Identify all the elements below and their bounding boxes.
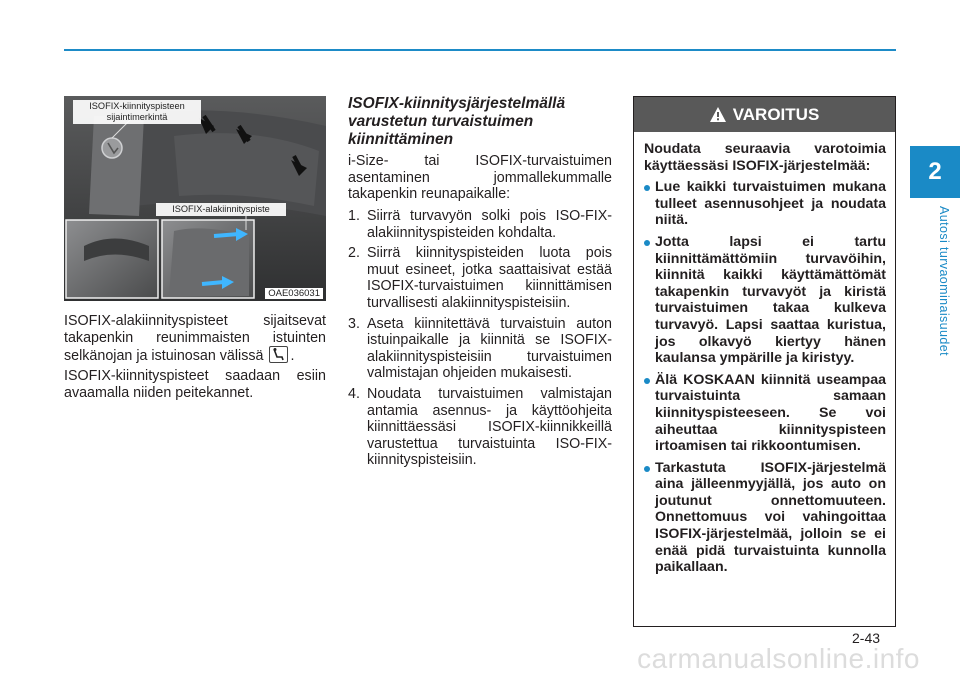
figure-callout-mark: ISOFIX-kiinnityspisteen sijaintimerkintä xyxy=(73,100,201,124)
chapter-title: Autosi turvaominaisuudet xyxy=(937,206,951,356)
bullet-icon xyxy=(644,466,650,472)
bullet-icon xyxy=(644,378,650,384)
header-rule xyxy=(64,49,896,51)
warning-item xyxy=(644,234,886,367)
installation-steps xyxy=(348,208,612,473)
warning-item-text: Älä KOSKAAN kiinnitä useampaa turvaistuinta samaan kiinnityspisteeseen. Se voi aiheuttaa kiinnityspisteen irtoamisen tai rikkoontumisen. xyxy=(655,371,886,455)
step-item xyxy=(348,316,612,382)
warning-body xyxy=(634,132,895,576)
step-text: Noudata turvaistuimen valmistajan antamia asennus- ja käyttöohjeita kiinnittäessäsi ISOFIX-kiinnikkeillä varustettua turvaistuinta ISO-FIX-kiinnityspisteisiin. xyxy=(367,385,612,469)
chapter-number: 2 xyxy=(928,158,942,185)
warning-item-text: Tarkastuta ISOFIX-järjestelmä aina jälleenmyyjällä, jos auto on joutunut onnettomuuteen. Onnettomuus voi vahingoittaa ISOFIX-järjestelmää, jolloin se ei enää pidä turvaistuinta kunnolla paikallaan. xyxy=(655,459,886,576)
step-item xyxy=(348,208,612,241)
step-number: 1. xyxy=(348,208,360,224)
seat-illustration xyxy=(64,96,326,301)
figure-callout-lower-anchor: ISOFIX-alakiinnityspiste xyxy=(156,203,286,216)
step-number: 3. xyxy=(348,315,360,332)
figure-code: OAE036031 xyxy=(265,288,323,299)
warning-item xyxy=(644,372,886,455)
step-text: Siirrä kiinnityspisteiden luota pois muut esineet, jotka saattaisivat estää ISOFIX-turvaistuimen kiinnittämisen turvallisesti alakiinnityspisteisiin. xyxy=(367,245,612,311)
step-number: 2. xyxy=(348,245,360,262)
isofix-symbol-icon xyxy=(269,346,288,363)
isofix-mark-icon xyxy=(102,138,122,158)
section-intro: i-Size- tai ISOFIX-turvaistuimen asentaminen jommallekummalle takapenkin reunapaikalle: xyxy=(348,153,612,203)
step-text: Siirrä turvavyön solki pois ISO-FIX-alakiinnityspisteiden kohdalta. xyxy=(367,208,612,241)
left-paragraph-2: ISOFIX-kiinnityspisteet saadaan esiin avaamalla niiden peitekannet. xyxy=(64,368,326,401)
page-number: 2-43 xyxy=(852,630,881,646)
warning-heading: VAROITUS xyxy=(732,104,820,124)
watermark: carmanualsonline.info xyxy=(637,643,920,674)
warning-intro: Noudata seuraavia varotoimia käyttäessäsi ISOFIX-järjestelmää: xyxy=(644,141,886,174)
left-paragraph-1-end: . xyxy=(290,348,295,365)
warning-list xyxy=(644,179,886,576)
warning-box xyxy=(633,96,896,627)
warning-item-text: Lue kaikki turvaistuimen mukana tulleet asennusohjeet ja noudata niitä. xyxy=(655,179,886,229)
step-text: Aseta kiinnitettävä turvaistuin auton istuinpaikalle ja kiinnitä se ISOFIX-alakiinnityspisteisiin turvaistuimen valmistajan ohjeiden mukaisesti. xyxy=(367,315,612,382)
warning-triangle-icon xyxy=(710,107,726,122)
bullet-icon xyxy=(644,185,650,191)
warning-item xyxy=(644,460,886,576)
chapter-number-tab xyxy=(910,146,960,198)
bullet-icon xyxy=(644,240,650,246)
left-paragraph-1-text: ISOFIX-alakiinnityspisteet sijaitsevat takapenkin reunimmaisten istuinten selkänojan ja istuinosan välissä xyxy=(64,313,326,365)
left-paragraph-1 xyxy=(64,313,326,365)
warning-item xyxy=(644,179,886,229)
step-item xyxy=(348,386,612,469)
step-number: 4. xyxy=(348,385,360,402)
step-item xyxy=(348,245,612,311)
warning-header xyxy=(634,97,895,132)
section-title: ISOFIX-kiinnitysjärjestelmällä varustetun turvaistuimen kiinnittäminen xyxy=(348,95,566,148)
isofix-seat-figure xyxy=(64,96,326,301)
warning-item-text: Jotta lapsi ei tartu kiinnittämättömiin turvavöihin, kiinnitä kaikki käyttämättömät takapenkin turvavyöt ja kiristä turvaistuimen takaa kulkeva turvavyö. Lapsi saattaa kuristua, jos olkavyö kiertyy hänen kaulansa ympärille ja kiristyy. xyxy=(655,233,886,367)
